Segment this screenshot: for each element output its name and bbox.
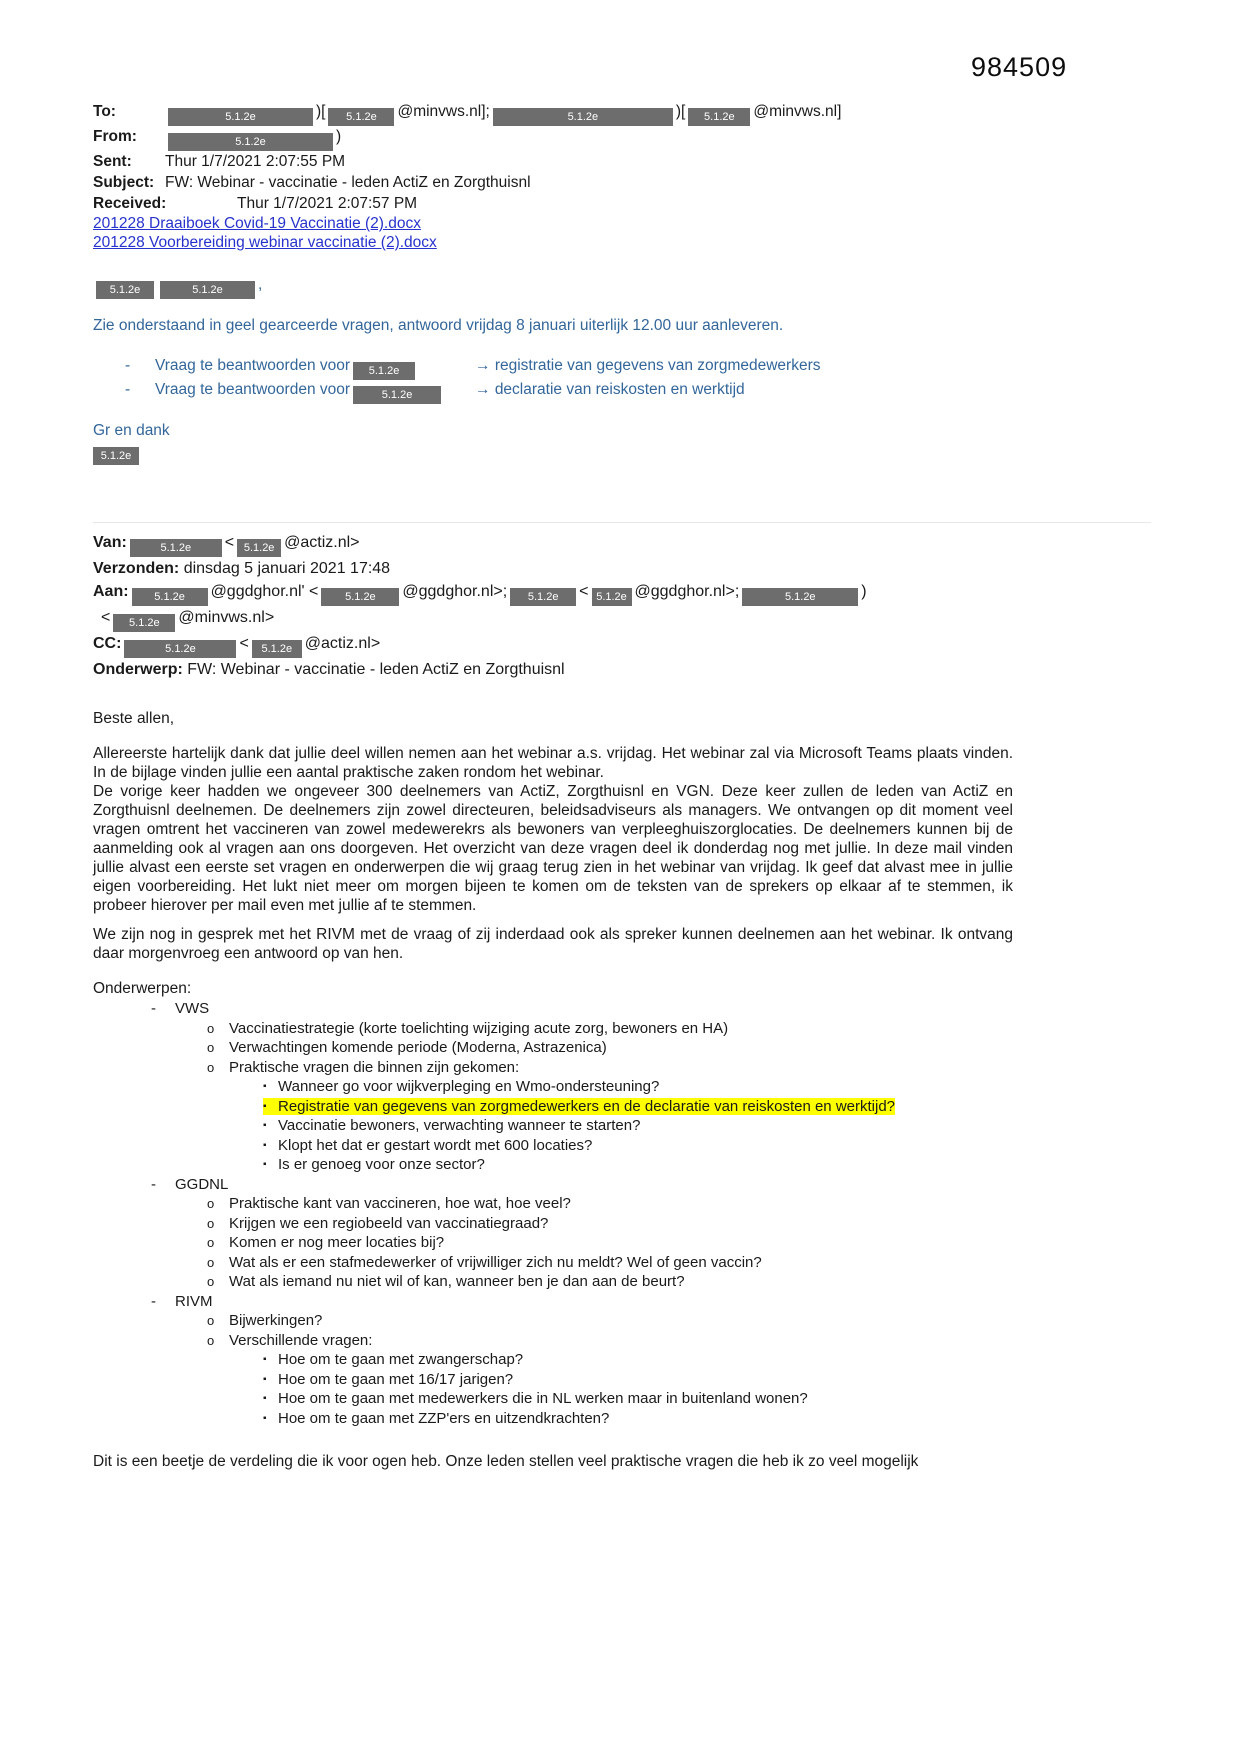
redaction-box: 5.1.2e — [353, 362, 415, 380]
redaction-box: 5.1.2e — [742, 588, 858, 606]
list-item-text: Verschillende vragen: — [229, 1331, 373, 1349]
redaction-box: 5.1.2e — [493, 108, 673, 126]
list-item-text: Bijwerkingen? — [229, 1312, 323, 1329]
redaction-box: 5.1.2e — [96, 281, 154, 299]
list-item-text: Verwachtingen komende periode (Moderna, Astrazenica) — [229, 1039, 607, 1056]
list-subitem-text: Registratie van gegevens van zorgmedewerkers en de declaratie van reiskosten en werktijd? — [278, 1097, 895, 1115]
redaction-box: 5.1.2e — [113, 614, 175, 632]
cc-domain: @actiz.nl> — [304, 635, 381, 652]
topic-vws — [93, 999, 1013, 1019]
note-question-2 — [93, 380, 1013, 404]
list-item — [93, 1019, 1013, 1039]
greeting-comma: , — [258, 276, 263, 293]
topic-title: GGDNL — [175, 1175, 229, 1193]
verzonden-value: dinsdag 5 januari 2021 17:48 — [183, 560, 391, 577]
redaction-box: 5.1.2e — [328, 108, 394, 126]
list-item — [93, 1272, 1013, 1292]
list-item — [93, 1253, 1013, 1273]
body-closing-paragraph: Dit is een beetje de verdeling die ik voor ogen heb. Onze leden stellen veel praktische vragen die heb ik zo veel mogelijk — [93, 1453, 919, 1470]
square-bullet: ▪ — [263, 1412, 267, 1424]
document-number: 984509 — [971, 52, 1068, 82]
list-item-text: Komen er nog meer locaties bij? — [229, 1234, 445, 1251]
list-subitem-highlighted — [93, 1097, 1013, 1117]
aan-fragment: @ggdghor.nl>; — [634, 583, 740, 600]
redaction-box: 5.1.2e — [160, 281, 255, 299]
list-item — [93, 1038, 1013, 1058]
subject-value: FW: Webinar - vaccinatie - leden ActiZ en Zorgthuisnl — [165, 174, 531, 191]
redaction-box: 5.1.2e — [510, 588, 576, 606]
list-item-text: Praktische kant van vaccineren, hoe wat, hoe veel? — [229, 1195, 571, 1212]
list-subitem-text: Hoe om te gaan met ZZP'ers en uitzendkrachten? — [278, 1409, 610, 1427]
list-item-text: Praktische vragen die binnen zijn gekomen: — [229, 1058, 520, 1076]
subject-label: Subject: — [93, 174, 155, 191]
received-label: Received: — [93, 195, 167, 212]
list-subitem — [93, 1155, 1013, 1175]
to-domain: @minvws.nl]; — [397, 103, 490, 120]
note-question-1 — [93, 356, 1013, 380]
subject-row — [93, 172, 1013, 193]
circle-bullet: o — [207, 1313, 215, 1328]
list-subitem — [93, 1136, 1013, 1156]
aan-fragment: ) — [861, 583, 867, 600]
body-paragraph-1: Allereerste hartelijk dank dat jullie deel willen nemen aan het webinar a.s. vrijdag. Het webinar zal via Microsoft Teams plaats vinden. In de bijlage vinden jullie een aantal praktische zaken rondom het webinar. — [93, 745, 1013, 781]
aan-fragment: @ggdghor.nl>; — [402, 583, 508, 600]
circle-bullet: o — [207, 1235, 215, 1250]
question-prefix: Vraag te beantwoorden voor — [155, 357, 351, 374]
list-subitem-text: Vaccinatie bewoners, verwachting wanneer te starten? — [278, 1117, 641, 1134]
attachment-link-voorbereiding[interactable]: 201228 Voorbereiding webinar vaccinatie (2).docx — [93, 234, 437, 251]
to-label: To: — [93, 103, 116, 120]
square-bullet: ▪ — [263, 1393, 267, 1404]
attachment-links — [93, 214, 1013, 252]
topic-title: VWS — [175, 1000, 210, 1017]
square-bullet: ▪ — [263, 1354, 267, 1365]
aan-row — [93, 580, 1013, 606]
list-subitem — [93, 1370, 1013, 1390]
dash-bullet: - — [125, 357, 131, 374]
note-closing: Gr en dank — [93, 422, 170, 439]
list-item — [93, 1233, 1013, 1253]
question-answer: declaratie van reiskosten en werktijd — [494, 381, 745, 398]
topic-ggdnl — [93, 1175, 1013, 1195]
list-subitem — [93, 1409, 1013, 1429]
list-subitem — [93, 1077, 1013, 1097]
cc-row — [93, 632, 1013, 658]
van-label: Van: — [93, 534, 127, 551]
redaction-box: 5.1.2e — [321, 588, 399, 606]
square-bullet: ▪ — [263, 1120, 267, 1131]
list-subitem — [93, 1350, 1013, 1370]
circle-bullet: o — [207, 1274, 215, 1289]
square-bullet: ▪ — [263, 1081, 267, 1092]
verzonden-label: Verzonden: — [93, 560, 180, 577]
list-item — [93, 1214, 1013, 1234]
dash-bullet: - — [151, 1000, 156, 1017]
sent-value: Thur 1/7/2021 2:07:55 PM — [165, 153, 346, 170]
list-subitem — [93, 1389, 1013, 1409]
question-prefix: Vraag te beantwoorden voor — [155, 381, 351, 398]
redaction-box: 5.1.2e — [132, 588, 208, 606]
redaction-box: 5.1.2e — [93, 447, 139, 465]
topics-heading: Onderwerpen: — [93, 980, 192, 997]
list-subitem-text: Wanneer go voor wijkverpleging en Wmo-ondersteuning? — [278, 1078, 660, 1095]
note-signature — [93, 442, 1013, 466]
redaction-box: 5.1.2e — [237, 539, 281, 557]
sent-label: Sent: — [93, 153, 132, 170]
list-subitem-text: Klopt het dat er gestart wordt met 600 locaties? — [278, 1136, 593, 1154]
list-item-text: Wat als er een stafmedewerker of vrijwilliger zich nu meldt? Wel of geen vaccin? — [229, 1253, 762, 1271]
to-separator: )[ — [316, 103, 326, 120]
note-greeting — [93, 276, 1013, 298]
redaction-box: 5.1.2e — [353, 386, 441, 404]
circle-bullet: o — [207, 1196, 215, 1211]
list-item — [93, 1331, 1013, 1351]
redaction-box: 5.1.2e — [124, 640, 236, 658]
topics-list — [93, 999, 1013, 1428]
sent-row — [93, 151, 1013, 172]
angle-bracket: < — [101, 609, 111, 626]
redaction-box: 5.1.2e — [592, 588, 632, 606]
circle-bullet: o — [207, 1059, 215, 1075]
verzonden-row — [93, 557, 1013, 580]
body-paragraph-3: We zijn nog in gesprek met het RIVM met de vraag of zij inderdaad ook als spreker kunnen deelnemen aan het webinar. Ik ontvang daar morgenvroeg een antwoord op van hen. — [93, 926, 1013, 962]
onderwerp-value: FW: Webinar - vaccinatie - leden ActiZ en Zorgthuisnl — [187, 661, 565, 678]
arrow-icon: → — [475, 357, 491, 374]
square-bullet: ▪ — [263, 1159, 267, 1170]
van-row — [93, 531, 1013, 557]
attachment-link-draaiboek[interactable]: 201228 Draaiboek Covid-19 Vaccinatie (2).docx — [93, 215, 421, 232]
angle-bracket: < — [224, 534, 235, 551]
list-item — [93, 1194, 1013, 1214]
aan-label: Aan: — [93, 583, 129, 600]
redaction-box: 5.1.2e — [252, 640, 302, 658]
note-question-list — [93, 356, 1013, 404]
onderwerp-label: Onderwerp: — [93, 661, 183, 678]
list-subitem-text: Hoe om te gaan met 16/17 jarigen? — [278, 1370, 514, 1388]
list-item — [93, 1058, 1013, 1078]
redaction-box: 5.1.2e — [130, 539, 222, 557]
dash-bullet: - — [125, 381, 131, 398]
question-answer: registratie van gegevens van zorgmedewerkers — [494, 357, 821, 374]
onderwerp-row — [93, 658, 1013, 681]
circle-bullet: o — [207, 1254, 215, 1270]
list-subitem-text: Hoe om te gaan met zwangerschap? — [278, 1351, 524, 1368]
circle-bullet: o — [207, 1215, 215, 1231]
angle-bracket: < — [239, 635, 249, 652]
forwarded-header — [93, 523, 1013, 681]
to-separator: )[ — [675, 103, 686, 120]
question-left — [93, 356, 475, 380]
list-item — [93, 1311, 1013, 1331]
from-label: From: — [93, 128, 137, 145]
circle-bullet: o — [207, 1332, 215, 1348]
question-left — [93, 380, 475, 404]
list-item-text: Vaccinatiestrategie (korte toelichting wijziging acute zorg, bewoners en HA) — [229, 1019, 729, 1037]
list-item-text: Wat als iemand nu niet wil of kan, wanneer ben je dan aan de beurt? — [229, 1273, 685, 1290]
arrow-icon: → — [475, 381, 491, 398]
aan-domain: @minvws.nl> — [178, 609, 275, 626]
topic-rivm — [93, 1292, 1013, 1312]
square-bullet: ▪ — [263, 1100, 267, 1112]
list-subitem-text: Hoe om te gaan met medewerkers die in NL werken maar in buitenland wonen? — [278, 1390, 808, 1407]
angle-bracket: < — [579, 583, 589, 600]
list-item-text: Krijgen we een regiobeeld van vaccinatiegraad? — [229, 1214, 549, 1232]
to-domain: @minvws.nl] — [753, 103, 842, 120]
dash-bullet: - — [151, 1292, 156, 1310]
list-subitem — [93, 1116, 1013, 1136]
from-row — [93, 126, 1013, 151]
to-row — [93, 101, 1013, 126]
body-salutation: Beste allen, — [93, 710, 174, 727]
redaction-box: 5.1.2e — [168, 108, 313, 126]
outlook-header — [93, 95, 1013, 252]
topic-title: RIVM — [175, 1292, 213, 1310]
email-content — [93, 95, 1013, 1471]
van-domain: @actiz.nl> — [284, 534, 360, 551]
aan-fragment: @ggdghor.nl' < — [210, 583, 319, 600]
square-bullet: ▪ — [263, 1373, 267, 1385]
cc-label: CC: — [93, 635, 122, 652]
received-value: Thur 1/7/2021 2:07:57 PM — [237, 195, 418, 212]
note-intro: Zie onderstaand in geel gearceerde vragen, antwoord vrijdag 8 januari uiterlijk 12.00 uur aanleveren. — [93, 317, 784, 334]
dash-bullet: - — [151, 1175, 156, 1193]
aan-row-wrap — [93, 606, 1013, 632]
from-separator: ) — [336, 128, 342, 145]
list-subitem-text: Is er genoeg voor onze sector? — [278, 1156, 485, 1173]
circle-bullet: o — [207, 1040, 215, 1055]
received-row — [93, 193, 1013, 214]
redaction-box: 5.1.2e — [168, 133, 333, 151]
redaction-box: 5.1.2e — [688, 108, 750, 126]
square-bullet: ▪ — [263, 1139, 267, 1151]
body-paragraph-2: De vorige keer hadden we ongeveer 300 deelnemers van ActiZ, Zorgthuisnl en VGN. Deze keer zullen de leden van ActiZ en Zorgthuisnl deelnemen. De deelnemers zijn zowel directeuren, beleidsadviseurs als managers. We ontvangen op dit moment veel vragen omtrent het vaccineren van zowel medewerekrs als bewoners van verpleeghuiszorglocaties. De deelnemers kunnen bij de aanmelding ook al vragen aan ons doorgeven. Het overzicht van deze vragen deel ik donderdag nog met jullie. In deze mail vinden jullie alvast een eerste set vragen en onderwerpen die wij graag terug zien in het webinar van vrijdag. Ik geef dat alvast mee in jullie eigen voorbereiding. Het lukt niet meer om morgen bijeen te komen om de teksten van de sprekers op elkaar af te stemmen, ik probeer hierover per mail even met jullie af te stemmen. — [93, 783, 1013, 914]
circle-bullet: o — [207, 1020, 215, 1036]
